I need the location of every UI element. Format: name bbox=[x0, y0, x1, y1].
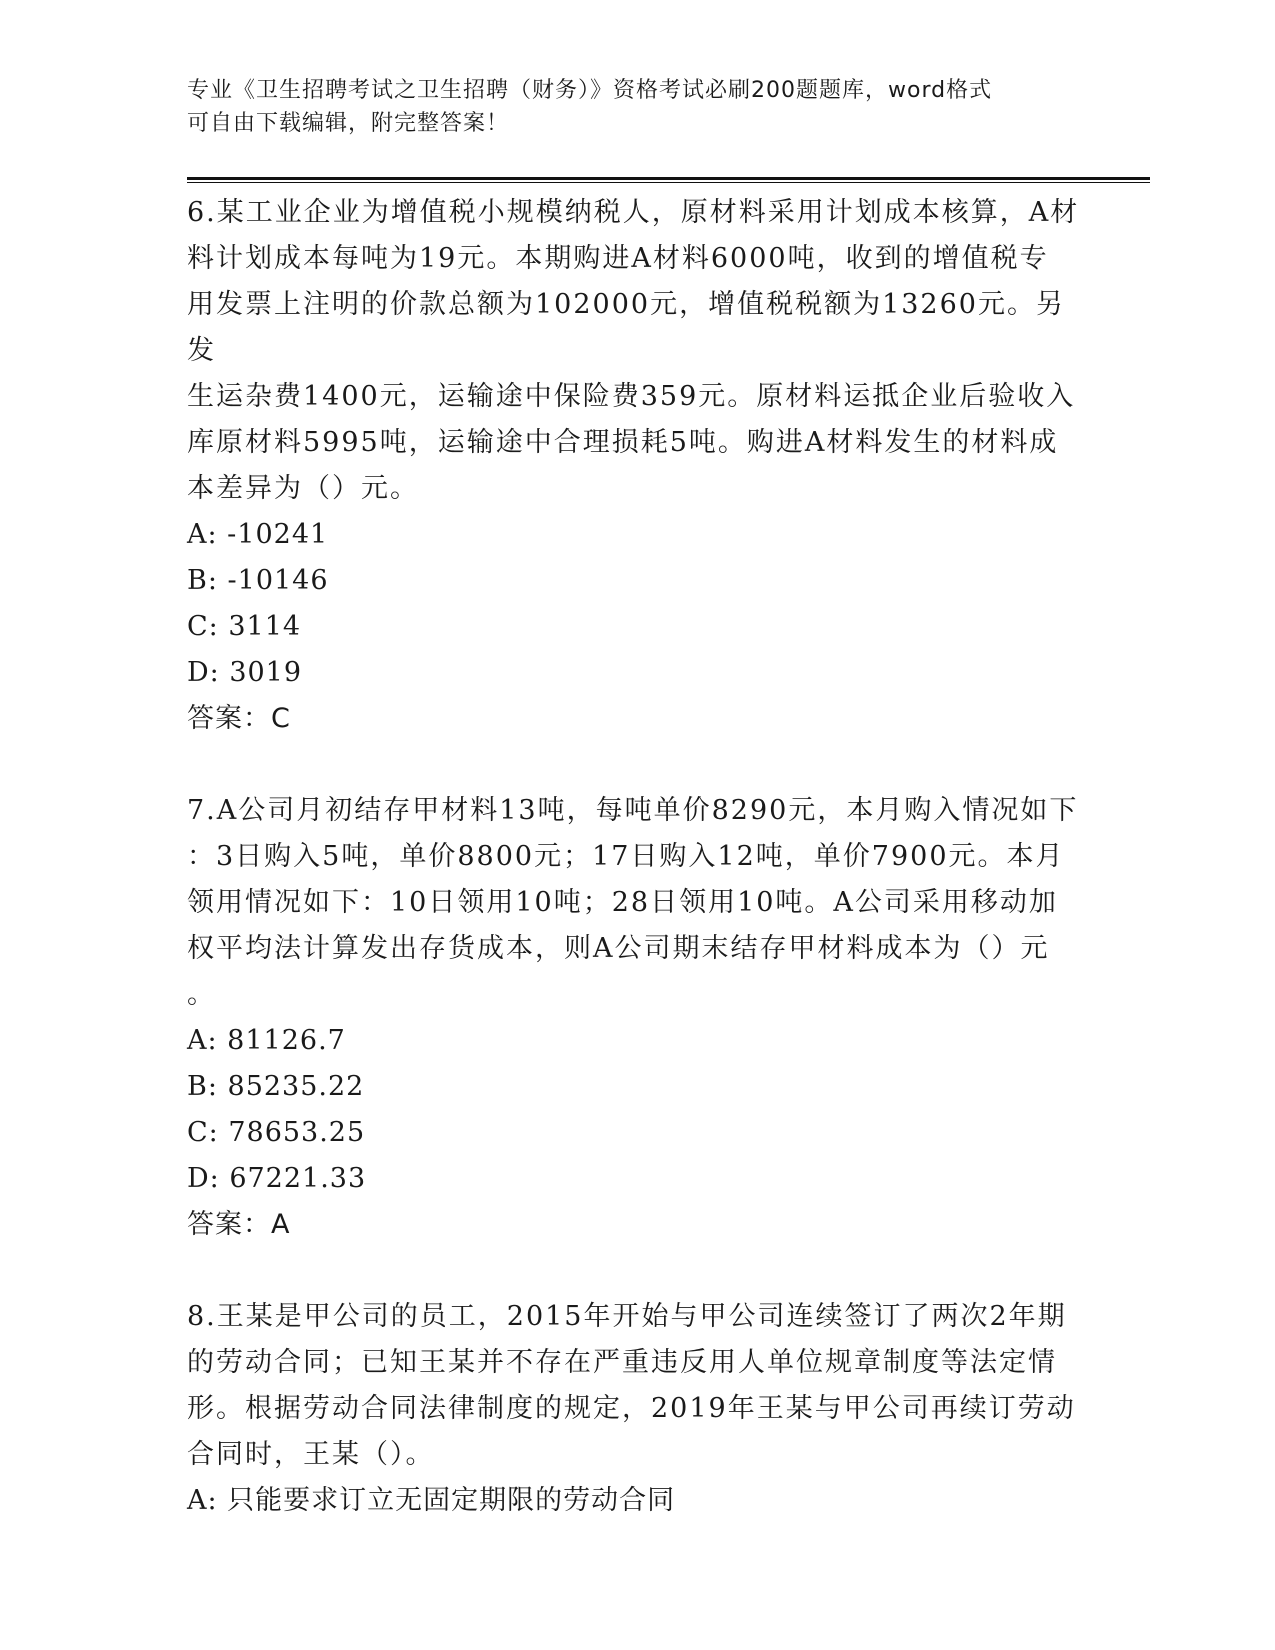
question-6-option-d: D: 3019 bbox=[187, 657, 303, 688]
question-8-line-2: 的劳动合同；已知王某并不存在严重违反用人单位规章制度等法定情 bbox=[187, 1347, 1057, 1378]
header-line-2: 可自由下载编辑，附完整答案！ bbox=[187, 111, 510, 136]
question-8-option-a: A: 只能要求订立无固定期限的劳动合同 bbox=[187, 1485, 676, 1516]
question-8 bbox=[187, 1294, 1087, 1524]
question-7-option-a: A: 81126.7 bbox=[187, 1025, 346, 1056]
header-divider-thick bbox=[187, 177, 1150, 180]
header-line-1: 专业《卫生招聘考试之卫生招聘（财务）》资格考试必刷200题题库，word格式 bbox=[187, 78, 993, 103]
question-7-line-4: 权平均法计算发出存货成本，则A公司期末结存甲材料成本为（）元 bbox=[187, 933, 1050, 964]
spacer bbox=[187, 742, 1087, 788]
question-8-line-4: 合同时，王某（）。 bbox=[187, 1439, 435, 1470]
document-header bbox=[187, 74, 1067, 140]
question-6-line-3: 用发票上注明的价款总额为102000元，增值税税额为13260元。另发 bbox=[187, 289, 1065, 366]
question-6-line-4: 生运杂费1400元，运输途中保险费359元。原材料运抵企业后验收入 bbox=[187, 381, 1076, 412]
question-7-option-c: C: 78653.25 bbox=[187, 1117, 366, 1148]
header-divider-thin bbox=[187, 182, 1150, 183]
question-6-option-a: A: -10241 bbox=[187, 519, 329, 550]
question-6-answer: 答案：C bbox=[187, 703, 291, 734]
question-7-answer: 答案：A bbox=[187, 1209, 291, 1240]
question-7-line-3: 领用情况如下：10日领用10吨；28日领用10吨。A公司采用移动加 bbox=[187, 887, 1058, 918]
question-7-line-5: 。 bbox=[187, 979, 216, 1010]
question-list bbox=[187, 190, 1087, 1524]
question-6-line-5: 库原材料5995吨，运输途中合理损耗5吨。购进A材料发生的材料成 bbox=[187, 427, 1059, 458]
question-6-line-1: 6.某工业企业为增值税小规模纳税人，原材料采用计划成本核算，A材 bbox=[187, 197, 1080, 228]
question-6-option-c: C: 3114 bbox=[187, 611, 302, 642]
question-6 bbox=[187, 190, 1087, 742]
spacer bbox=[187, 1248, 1087, 1294]
question-6-option-b: B: -10146 bbox=[187, 565, 329, 596]
question-7-line-2: ：3日购入5吨，单价8800元；17日购入12吨，单价7900元。本月 bbox=[187, 841, 1065, 872]
question-7-line-1: 7.A公司月初结存甲材料13吨，每吨单价8290元，本月购入情况如下 bbox=[187, 795, 1079, 826]
question-7-option-b: B: 85235.22 bbox=[187, 1071, 365, 1102]
question-6-line-2: 料计划成本每吨为19元。本期购进A材料6000吨，收到的增值税专 bbox=[187, 243, 1049, 274]
question-7 bbox=[187, 788, 1087, 1248]
question-8-line-3: 形。根据劳动合同法律制度的规定，2019年王某与甲公司再续订劳动 bbox=[187, 1393, 1076, 1424]
question-7-option-d: D: 67221.33 bbox=[187, 1163, 367, 1194]
question-6-line-6: 本差异为（）元。 bbox=[187, 473, 419, 504]
question-8-line-1: 8.王某是甲公司的员工，2015年开始与甲公司连续签订了两次2年期 bbox=[187, 1301, 1067, 1332]
